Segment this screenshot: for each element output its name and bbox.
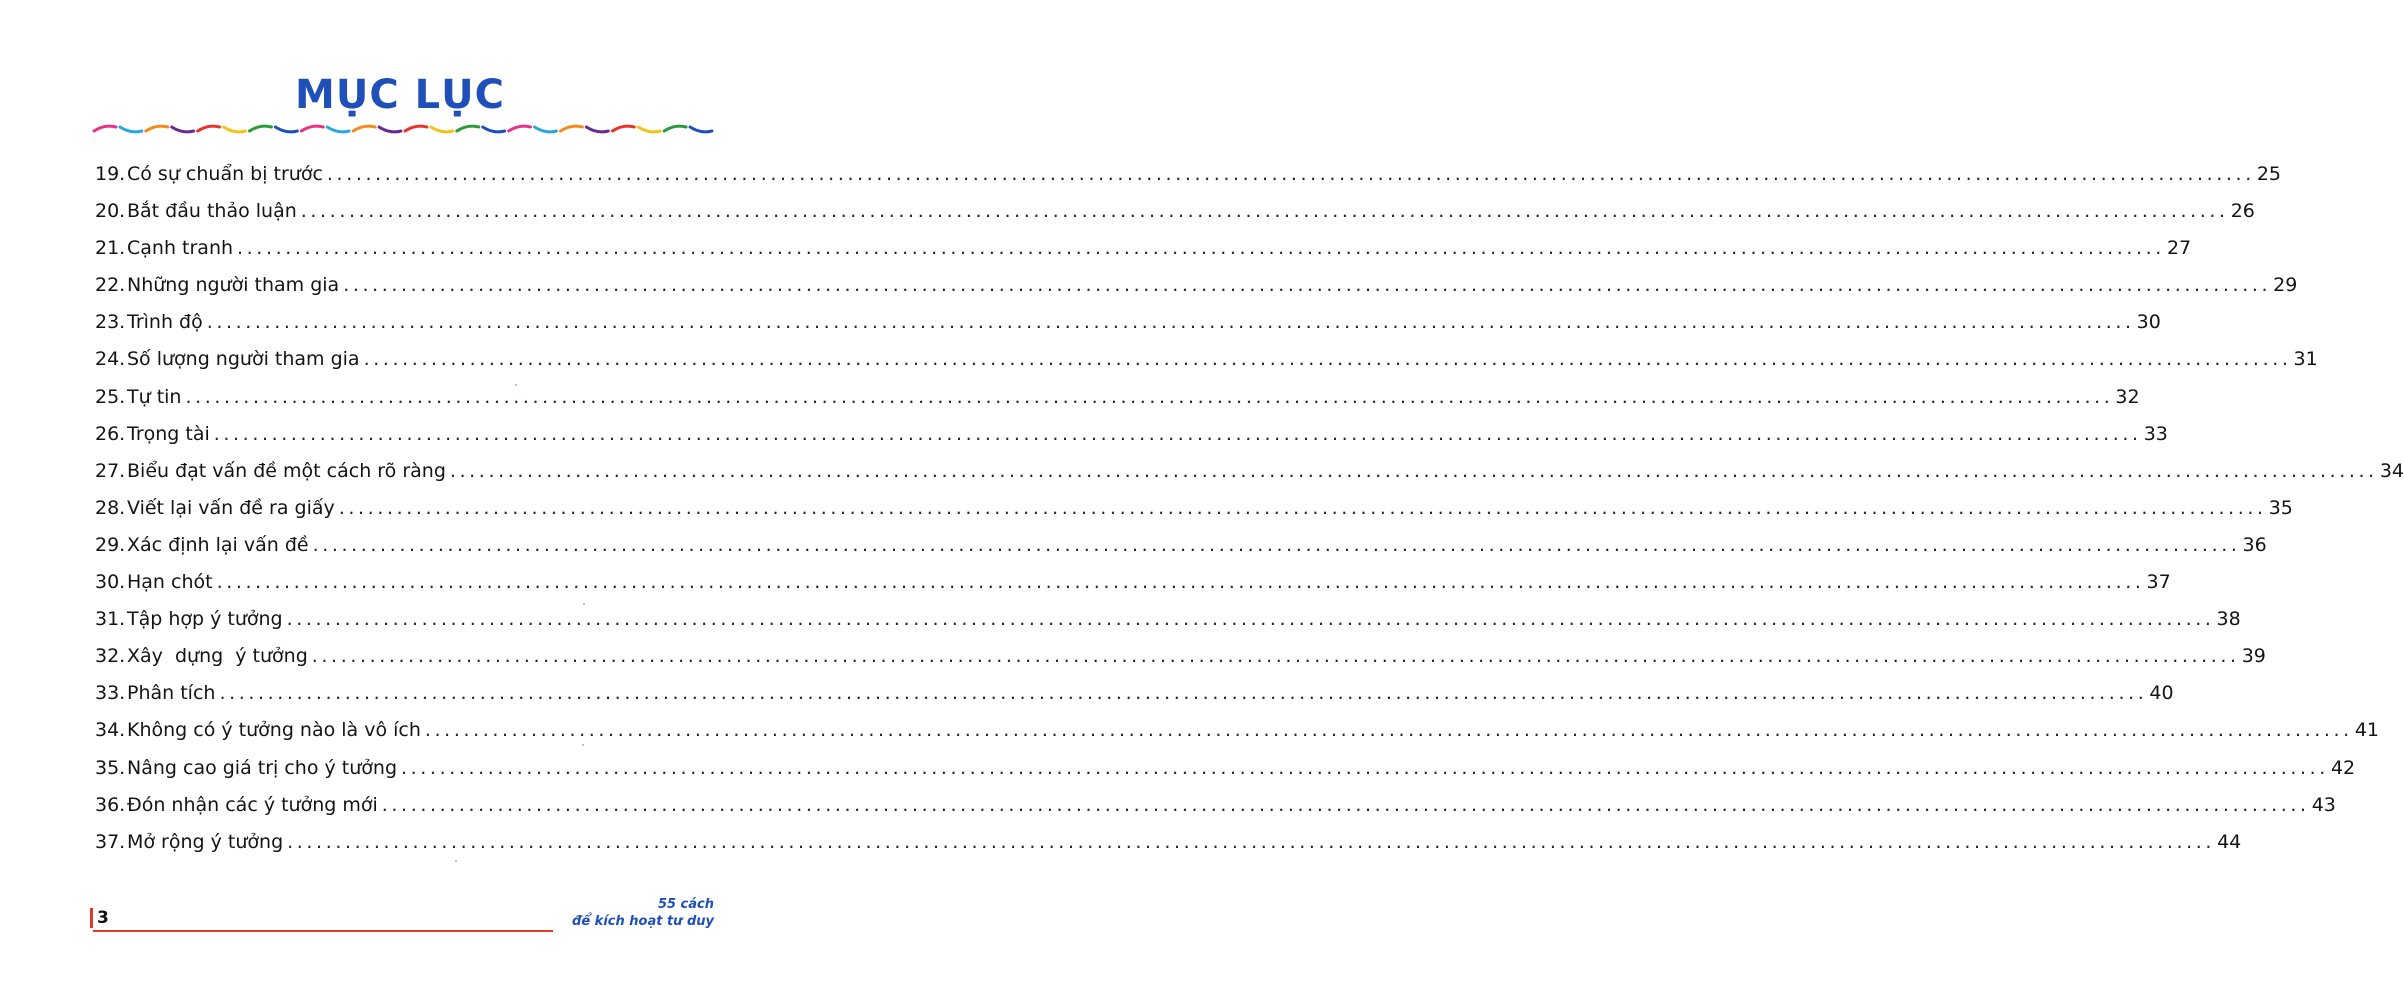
dot-leader: ........................................................................................................................................................................................................ — [287, 830, 2216, 853]
toc-entry-number: 37. — [95, 830, 126, 853]
toc-entry-title: Hạn chót — [127, 571, 213, 594]
toc-entry-title: Xác định lại vấn đề — [127, 533, 309, 556]
paper-speck — [455, 860, 457, 862]
toc-entry-number: 32. — [95, 645, 126, 668]
dot-leader: ........................................................................................................................................................................................................ — [312, 533, 2241, 556]
toc-entry-page: 38 — [2216, 608, 2241, 631]
dot-leader: ........................................................................................................................................................................................................ — [381, 793, 2310, 816]
toc-entry[interactable] — [95, 716, 2380, 753]
stitch-segment — [94, 126, 116, 131]
toc-entry-number: 31. — [95, 608, 126, 631]
dot-leader: ........................................................................................................................................................................................................ — [213, 422, 2142, 445]
toc-entry-title: Tự tin — [127, 385, 182, 408]
toc-entry-title: Cạnh tranh — [127, 237, 234, 260]
stitch-segment — [405, 126, 427, 131]
toc-entry-number: 34. — [95, 719, 126, 742]
toc-entry-title: Không có ý tưởng nào là vô ích — [127, 719, 421, 742]
toc-entry-number: 33. — [95, 682, 126, 705]
page-number: 3 — [90, 908, 109, 928]
table-of-contents — [95, 160, 2404, 865]
toc-entry-page: 27 — [2166, 237, 2192, 260]
toc-entry-number: 25. — [95, 385, 126, 408]
toc-entry-page: 26 — [2230, 200, 2255, 223]
dot-leader: ........................................................................................................................................................................................................ — [343, 274, 2272, 297]
toc-entry[interactable] — [95, 420, 2168, 457]
stitch-segment — [690, 127, 712, 132]
toc-entry-page: 39 — [2241, 645, 2266, 668]
toc-entry-title: Bắt đầu thảo luận — [127, 200, 297, 223]
dot-leader: ........................................................................................................................................................................................................ — [363, 348, 2292, 371]
stitch-segment — [483, 127, 505, 132]
toc-entry-page: 35 — [2268, 496, 2293, 519]
toc-entry[interactable] — [95, 494, 2293, 531]
toc-entry-number: 27. — [95, 459, 126, 482]
toc-entry-number: 35. — [95, 756, 126, 779]
toc-entry[interactable] — [95, 234, 2192, 271]
toc-entry-title: Có sự chuẩn bị trước — [127, 163, 323, 185]
toc-entry-number: 36. — [95, 793, 126, 816]
stitch-segment — [353, 126, 375, 131]
toc-entry-page: 42 — [2330, 756, 2356, 779]
dot-leader: ........................................................................................................................................................................................................ — [311, 645, 2240, 668]
toc-entry[interactable] — [95, 383, 2140, 420]
toc-entry-page: 40 — [2149, 682, 2174, 705]
toc-entry[interactable] — [95, 568, 2171, 605]
toc-entry-number: 26. — [95, 422, 126, 445]
toc-entry-number: 21. — [95, 237, 126, 260]
toc-entry-title: Nâng cao giá trị cho ý tưởng — [127, 756, 398, 779]
toc-entry[interactable] — [95, 642, 2266, 679]
paper-speck — [583, 603, 585, 605]
stitch-segment — [457, 126, 479, 131]
stitch-segment — [535, 127, 557, 132]
dot-leader: ........................................................................................................................................................................................................ — [300, 200, 2229, 223]
toc-entry-title: Đón nhận các ý tưởng mới — [127, 793, 378, 816]
book-brand-logo — [572, 896, 714, 930]
stitch-segment — [431, 127, 453, 132]
stitch-segment — [301, 126, 323, 131]
toc-entry-page: 33 — [2143, 422, 2168, 445]
dot-leader: ........................................................................................................................................................................................................ — [401, 756, 2329, 779]
footer-rule — [93, 930, 553, 932]
toc-entry-page: 37 — [2146, 571, 2171, 594]
toc-entry-title: Mở rộng ý tưởng — [127, 830, 284, 853]
dot-leader: ........................................................................................................................................................................................................ — [286, 608, 2215, 631]
toc-entry[interactable] — [95, 457, 2404, 494]
toc-entry-title: Tập hợp ý tưởng — [127, 608, 283, 631]
stitch-segment — [509, 126, 531, 131]
toc-entry-number: 19. — [95, 163, 126, 185]
toc-entry[interactable] — [95, 791, 2336, 828]
stitch-segment — [664, 126, 686, 131]
toc-entry-title: Trọng tài — [127, 422, 210, 445]
dot-leader: ........................................................................................................................................................................................................ — [219, 682, 2148, 705]
stitch-segment — [586, 127, 608, 132]
brand-line-2: để kích hoạt tư duy — [572, 914, 714, 929]
stitch-segment — [146, 126, 168, 131]
toc-entry-page: 29 — [2273, 274, 2298, 297]
toc-entry-page: 36 — [2242, 533, 2267, 556]
stitch-segment — [224, 127, 246, 132]
stitch-segment — [561, 126, 583, 131]
toc-entry[interactable] — [95, 160, 2282, 197]
stitch-segment — [379, 127, 401, 132]
dot-leader: ........................................................................................................................................................................................................ — [326, 163, 2255, 185]
toc-entry[interactable] — [95, 828, 2242, 865]
stitch-segment — [275, 127, 297, 132]
toc-entry-page: 32 — [2115, 385, 2140, 408]
toc-entry[interactable] — [95, 308, 2161, 345]
toc-entry-number: 28. — [95, 496, 126, 519]
toc-entry-number: 29. — [95, 533, 126, 556]
toc-entry-number: 24. — [95, 348, 126, 371]
toc-entry-number: 30. — [95, 571, 126, 594]
toc-entry[interactable] — [95, 531, 2267, 568]
toc-entry-page: 30 — [2136, 311, 2161, 334]
toc-entry-page: 34 — [2379, 459, 2404, 482]
stitch-segment — [198, 126, 220, 131]
toc-entry[interactable] — [95, 605, 2241, 642]
toc-entry-title: Viết lại vấn đề ra giấy — [127, 496, 335, 519]
paper-speck — [582, 744, 584, 746]
paper-speck — [515, 384, 517, 386]
toc-entry-title: Trình độ — [127, 311, 203, 334]
toc-entry-title: Biểu đạt vấn đề một cách rõ ràng — [127, 459, 446, 482]
toc-entry[interactable] — [95, 197, 2255, 234]
toc-entry-number: 23. — [95, 311, 126, 334]
brand-line-1: 55 cách — [657, 897, 714, 912]
dot-leader: ........................................................................................................................................................................................................ — [185, 385, 2114, 408]
toc-entry-number: 20. — [95, 200, 126, 223]
toc-entry-page: 25 — [2256, 163, 2282, 185]
toc-entry-title: Xây dựng ý tưởng — [127, 645, 308, 668]
stitch-segment — [612, 126, 634, 131]
decorative-stitch-border — [92, 122, 714, 136]
stitch-segment — [120, 127, 142, 132]
stitch-segment — [172, 127, 194, 132]
toc-entry-page: 44 — [2217, 830, 2242, 853]
toc-entry-page: 41 — [2354, 719, 2380, 742]
dot-leader: ........................................................................................................................................................................................................ — [338, 496, 2267, 519]
dot-leader: ........................................................................................................................................................................................................ — [424, 719, 2353, 742]
toc-entry-number: 22. — [95, 274, 126, 297]
toc-entry[interactable] — [95, 679, 2174, 716]
toc-entry-title: Số lượng người tham gia — [127, 348, 360, 371]
stitch-segment — [250, 126, 272, 131]
toc-entry[interactable] — [95, 754, 2356, 791]
dot-leader: ........................................................................................................................................................................................................ — [206, 311, 2135, 334]
page-title: MỤC LỤC — [295, 72, 505, 118]
dot-leader: ........................................................................................................................................................................................................ — [216, 571, 2145, 594]
toc-entry-page: 31 — [2293, 348, 2318, 371]
stitch-segment — [327, 127, 349, 132]
stitch-segment — [638, 127, 660, 132]
toc-entry-title: Những người tham gia — [127, 274, 340, 297]
toc-entry[interactable] — [95, 271, 2298, 308]
toc-entry-title: Phân tích — [127, 682, 216, 705]
dot-leader: ........................................................................................................................................................................................................ — [237, 237, 2165, 260]
toc-entry[interactable] — [95, 345, 2318, 382]
dot-leader: ........................................................................................................................................................................................................ — [449, 459, 2378, 482]
toc-entry-page: 43 — [2311, 793, 2336, 816]
